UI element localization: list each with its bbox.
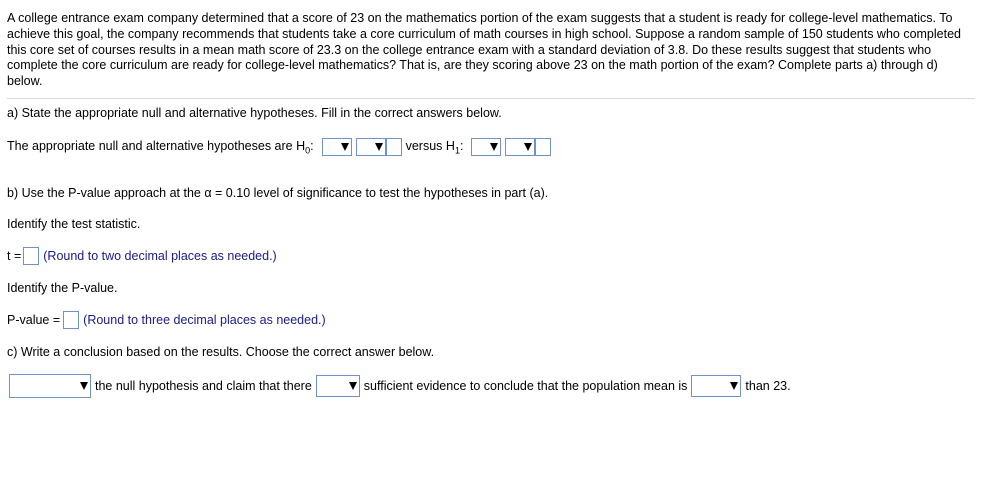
conclusion-text-2: sufficient evidence to conclude that the population mean is: [363, 379, 688, 393]
h0-relation-dropdown[interactable]: [356, 138, 386, 156]
question-intro: A college entrance exam company determined that a score of 23 on the mathematics portion of the exam suggests that a student is ready for college-level mathematics. To achieve this goal, the company recommends that students take a core curriculum of math courses in high school. Suppose a random sample of 150 students who completed this core set of courses results in a mean math score of 23.3 on the college entrance exam with a standard deviation of 3.8. Do these results suggest that students who complete the core curriculum are ready for college-level mathematics? That is, are they scoring above 23 on the math portion of the exam? Complete parts a) through d) below.: [7, 11, 961, 89]
chevron-down-icon: [730, 382, 738, 390]
p-round-hint: (Round to three decimal places as needed.): [83, 313, 326, 327]
part-a-heading: a) State the appropriate null and alternative hypotheses. Fill in the correct answers below.: [7, 106, 502, 120]
identify-test-statistic: Identify the test statistic.: [7, 217, 141, 231]
chevron-down-icon: [375, 143, 383, 151]
conclusion-text-1: the null hypothesis and claim that there: [95, 379, 312, 393]
chevron-down-icon: [341, 143, 349, 151]
divider: [7, 98, 975, 99]
hypotheses-row: [7, 138, 551, 156]
chevron-down-icon: [349, 382, 357, 390]
part-b-heading: b) Use the P-value approach at the α = 0.10 level of significance to test the hypotheses in part (a).: [7, 186, 549, 200]
p-value-label: P-value =: [7, 313, 61, 327]
p-value-row: [7, 311, 326, 329]
test-statistic-input[interactable]: [23, 247, 39, 265]
h0-value-input[interactable]: [386, 138, 402, 156]
h1-value-input[interactable]: [535, 138, 551, 156]
h1-parameter-dropdown[interactable]: [471, 138, 501, 156]
comparison-dropdown[interactable]: [691, 375, 741, 397]
chevron-down-icon: [80, 382, 88, 390]
conclusion-text-3: than 23.: [745, 379, 791, 393]
hypotheses-lead: The appropriate null and alternative hypotheses are $H_0$:: [7, 138, 314, 156]
h1-relation-dropdown[interactable]: [505, 138, 535, 156]
chevron-down-icon: [524, 143, 532, 151]
identify-p-value: Identify the P-value.: [7, 281, 118, 295]
t-round-hint: (Round to two decimal places as needed.): [43, 249, 277, 263]
decision-dropdown[interactable]: [9, 374, 91, 398]
conclusion-row: [9, 374, 791, 398]
t-label: t =: [7, 249, 22, 263]
part-c-heading: c) Write a conclusion based on the results. Choose the correct answer below.: [7, 345, 435, 359]
evidence-dropdown[interactable]: [316, 375, 360, 397]
p-value-input[interactable]: [63, 311, 79, 329]
versus-label: versus $H_1$:: [405, 138, 464, 156]
h0-parameter-dropdown[interactable]: [322, 138, 352, 156]
test-statistic-row: [7, 247, 277, 265]
chevron-down-icon: [490, 143, 498, 151]
